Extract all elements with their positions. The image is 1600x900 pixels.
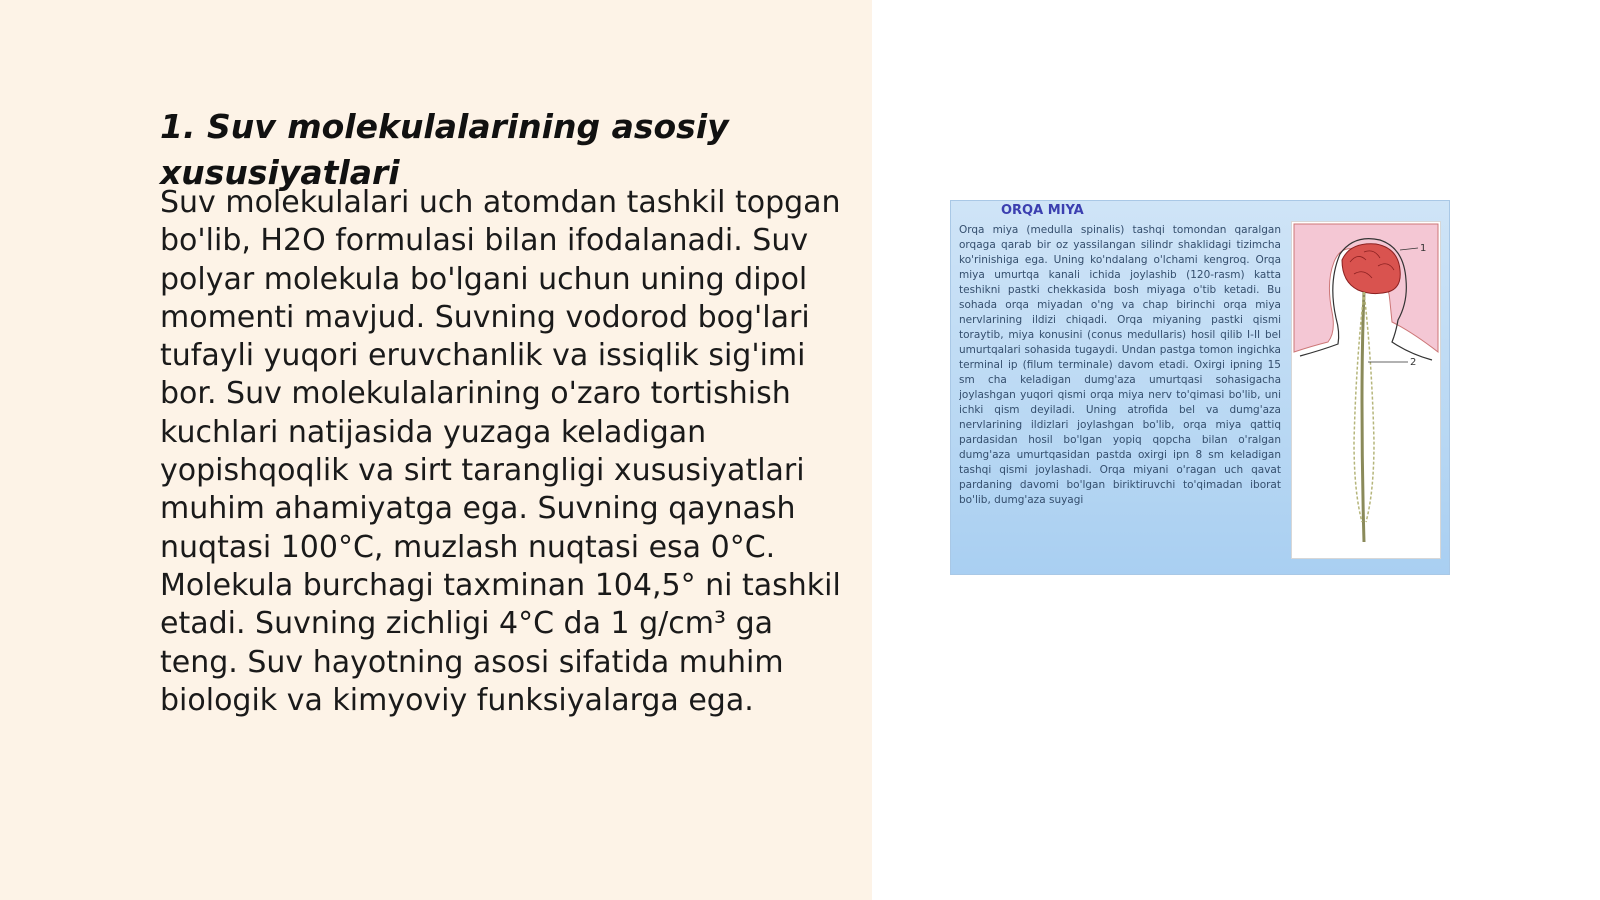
spinal-cord-illustration [1292,222,1440,558]
spinal-cord-figure [1291,221,1441,559]
figure-label-1: 1 [1420,243,1427,254]
textbook-paragraph: Orqa miya (medulla spinalis) tashqi tomondan qaralgan orqaga qarab bir oz yassilangan silindr shaklidagi tizimcha ko'rinishiga ega. Uning ko'ndalang o'lchami kengroq. Orqa miya umurtqa kanali ichida joylashib (120-rasm) katta teshikni pastki chekkasida bosh miyaga o'tib ketadi. Bu sohada orqa miyadan o'ng va chap birinchi orqa miya nervlarining ildizi chiqadi. Orqa miyaning pastki qismi toraytib, miya konusini (conus medullaris) hosil qilib I-II bel umurtqalari sohasida tugaydi. Undan pastga tomon ingichka terminal ip (filum terminale) davom etadi. Oxirgi ipning 15 sm cha keladigan dumg'aza umurtqasi sohasigacha joylashgan yuqori qismi orqa miya nerv to'qimasi bo'lib, uni ichki qism deyiladi. Uning atrofida bel va dumg'aza nervlarining ildizlari joylashgan bo'lib, orqa miya qattiq pardasidan hosil bo'lgan yopiq qopcha bilan o'ralgan dumg'aza umurtqasidan pastda oxirgi ipn 8 sm keladigan tashqi qismi joylashadi. Orqa miyani o'ragan uch qavat pardaning davomi bo'lgan biriktiruvchi to'qimadan iborat bo'lib, dumg'aza suyagi [959,224,1281,506]
figure-label-2: 2 [1410,357,1417,368]
spinal-cord-line [1362,292,1364,542]
slide-title: 1. Suv molekulalarining asosiy xususiyatlari [160,107,729,192]
slide-body-text: Suv molekulalari uch atomdan tashkil topgan bo'lib, H2O formulasi bilan ifodalanadi. Suv polyar molekula bo'lgani uchun uning dipol momenti mavjud. Suvning vodorod bog'lari tufayli yuqori eruvchanlik va issiqlik sig'imi bor. Suv molekulalarining o'zaro tortishish kuchlari natijasida yuzaga keladigan yopishqoqlik va sirt tarangligi xususiyatlari muhim ahamiyatga ega. Suvning qaynash nuqtasi 100°C, muzlash nuqtasi esa 0°C. Molekula burchagi taxminan 104,5° ni tashkil etadi. Suvning zichligi 4°C da 1 g/cm³ ga teng. Suv hayotning asosi sifatida muhim biologik va kimyoviy funksiyalarga ega. [160,185,841,718]
textbook-heading: ORQA MIYA [1001,203,1084,218]
textbook-page-image [950,200,1450,575]
